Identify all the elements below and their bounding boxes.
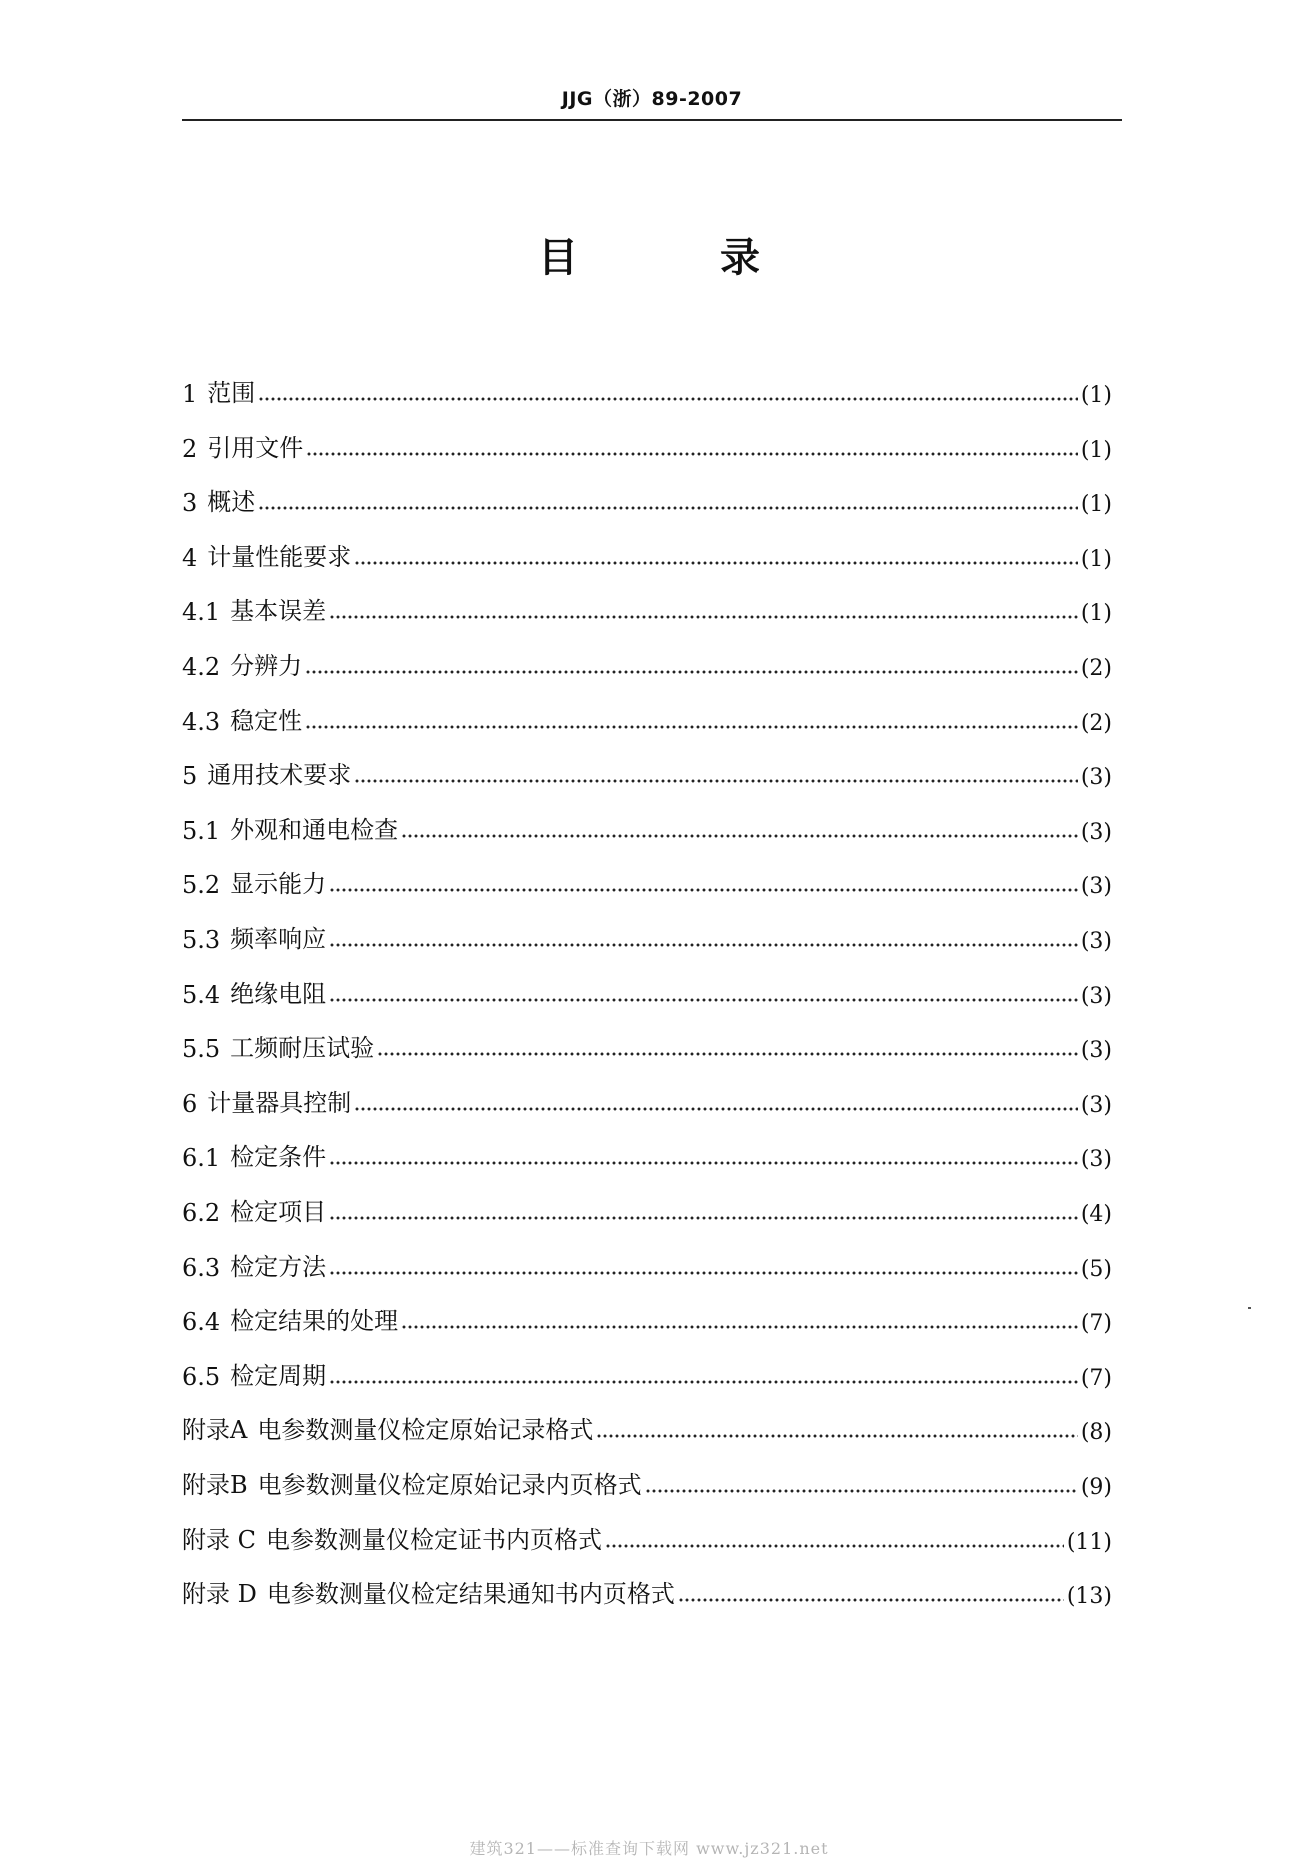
toc-entry-page: (4)	[1080, 1202, 1112, 1227]
toc-dot-leader	[329, 1271, 1078, 1275]
toc-entry[interactable]	[182, 590, 1112, 626]
toc-entry-page: (3)	[1080, 765, 1112, 791]
toc-entry-label: 通用技术要求	[207, 761, 352, 790]
toc-entry-page: (2)	[1080, 710, 1112, 736]
toc-entry-page: (3)	[1080, 983, 1112, 1009]
toc-entry[interactable]	[182, 1136, 1112, 1172]
toc-dot-leader	[329, 1161, 1078, 1165]
toc-dot-leader	[354, 779, 1078, 783]
toc-dot-leader	[329, 998, 1078, 1002]
toc-entry-page: (11)	[1066, 1529, 1112, 1555]
toc-entry-label: 检定项目	[230, 1198, 327, 1226]
toc-entry[interactable]	[182, 1464, 1112, 1500]
toc-entry-label: 计量器具控制	[207, 1088, 352, 1117]
toc-entry-number: 6.1	[182, 1144, 221, 1173]
toc-entry-label: 频率响应	[230, 925, 327, 953]
toc-entry-label: 引用文件	[207, 433, 304, 462]
toc-entry[interactable]	[182, 372, 1112, 408]
toc-entry-page: (3)	[1080, 1147, 1112, 1173]
toc-entry-label: 基本误差	[230, 597, 327, 626]
page-title: 目 录	[538, 234, 824, 281]
toc-entry[interactable]	[182, 918, 1112, 954]
toc-entry-number: 附录B	[182, 1471, 248, 1499]
toc-dot-leader	[354, 1107, 1078, 1111]
toc-entry[interactable]	[182, 1300, 1112, 1336]
toc-entry-page: (3)	[1080, 1038, 1112, 1064]
toc-entry-number: 5	[182, 762, 198, 791]
toc-entry-number: 附录 D	[182, 1580, 257, 1609]
toc-entry-label: 检定方法	[230, 1252, 327, 1281]
toc-entry[interactable]	[182, 1246, 1112, 1282]
toc-entry-page: (3)	[1080, 819, 1112, 845]
toc-entry-page: (1)	[1080, 546, 1112, 572]
toc-dot-leader	[329, 943, 1078, 947]
toc-entry-number: 3	[182, 489, 198, 518]
toc-entry[interactable]	[182, 536, 1112, 572]
toc-dot-leader	[354, 561, 1078, 565]
toc-dot-leader	[678, 1598, 1064, 1602]
toc-entry[interactable]	[182, 1519, 1112, 1555]
toc-entry-page: (3)	[1080, 929, 1112, 954]
toc-entry-label: 电参数测量仪检定结果通知书内页格式	[266, 1580, 675, 1609]
toc-dot-leader	[329, 1216, 1078, 1220]
toc-entry-page: (1)	[1080, 492, 1112, 518]
toc-entry-number: 5.1	[182, 816, 221, 845]
toc-entry-page: (3)	[1080, 874, 1112, 900]
toc-entry[interactable]	[182, 809, 1112, 845]
toc-entry-label: 电参数测量仪检定证书内页格式	[266, 1525, 602, 1554]
toc-dot-leader	[401, 1325, 1078, 1329]
toc-entry[interactable]	[182, 1191, 1112, 1227]
toc-dot-leader	[596, 1434, 1077, 1438]
toc-entry[interactable]	[182, 700, 1112, 736]
toc-entry[interactable]	[182, 973, 1112, 1009]
scan-speck	[1248, 1307, 1251, 1309]
toc-entry-label: 稳定性	[230, 706, 303, 735]
footer-watermark: 建筑321——标准查询下载网 www.jz321.net	[469, 1839, 829, 1858]
toc-entry[interactable]	[182, 1409, 1112, 1445]
toc-entry-number: 6.4	[182, 1308, 221, 1337]
toc-entry-page: (5)	[1080, 1256, 1112, 1282]
toc-entry-number: 附录 C	[182, 1525, 256, 1554]
toc-dot-leader	[305, 670, 1078, 674]
toc-entry-number: 6.5	[182, 1362, 221, 1391]
toc-dot-leader	[605, 1544, 1064, 1548]
toc-entry-number: 6	[182, 1089, 198, 1118]
toc-entry-label: 计量性能要求	[207, 542, 352, 571]
toc-entry-page: (7)	[1080, 1311, 1112, 1337]
toc-entry-number: 5.5	[182, 1035, 221, 1064]
toc-entry-number: 5.2	[182, 871, 221, 900]
toc-entry-page: (1)	[1080, 437, 1112, 463]
toc-dot-leader	[305, 725, 1078, 729]
toc-entry[interactable]	[182, 427, 1112, 463]
toc-entry-number: 6.2	[182, 1199, 221, 1227]
toc-entry[interactable]	[182, 1573, 1112, 1609]
toc-dot-leader	[258, 506, 1078, 510]
toc-entry-label: 检定条件	[230, 1143, 327, 1172]
toc-entry[interactable]	[182, 1355, 1112, 1391]
toc-entry-label: 电参数测量仪检定原始记录内页格式	[257, 1471, 642, 1499]
toc-entry-page: (3)	[1080, 1092, 1112, 1118]
toc-entry[interactable]	[182, 754, 1112, 790]
toc-entry-label: 电参数测量仪检定原始记录格式	[257, 1416, 594, 1445]
toc-entry-label: 概述	[207, 488, 256, 517]
toc-entry-number: 附录A	[182, 1416, 248, 1445]
toc-dot-leader	[329, 1380, 1078, 1384]
toc-dot-leader	[377, 1052, 1078, 1056]
toc-entry[interactable]	[182, 1027, 1112, 1063]
document-code-header: JJG（浙）89-2007	[561, 88, 743, 110]
toc-entry-page: (2)	[1080, 656, 1112, 681]
toc-entry[interactable]	[182, 481, 1112, 517]
toc-entry-label: 检定周期	[230, 1361, 327, 1390]
toc-entry[interactable]	[182, 645, 1112, 681]
toc-entry-number: 5.3	[182, 926, 221, 954]
toc-entry-number: 4.2	[182, 653, 221, 681]
toc-entry-label: 显示能力	[230, 870, 327, 899]
header-divider	[182, 119, 1122, 121]
toc-dot-leader	[401, 834, 1078, 838]
toc-entry-number: 1	[182, 380, 198, 408]
toc-entry-page: (9)	[1080, 1475, 1112, 1500]
toc-entry-label: 工频耐压试验	[230, 1034, 375, 1063]
toc-dot-leader	[306, 452, 1078, 456]
toc-entry-page: (7)	[1080, 1365, 1112, 1391]
toc-entry-number: 5.4	[182, 980, 221, 1009]
toc-entry-label: 检定结果的处理	[230, 1307, 399, 1336]
toc-entry-number: 4	[182, 543, 198, 572]
toc-entry-page: (1)	[1080, 383, 1112, 408]
toc-entry-label: 外观和通电检查	[230, 815, 399, 844]
toc-entry-page: (13)	[1066, 1584, 1112, 1610]
toc-entry-page: (8)	[1080, 1420, 1112, 1446]
toc-entry-number: 4.3	[182, 707, 221, 736]
toc-entry-label: 分辨力	[230, 652, 303, 680]
toc-entry-number: 2	[182, 434, 198, 463]
toc-entry-page: (1)	[1080, 601, 1112, 627]
toc-entry-label: 绝缘电阻	[230, 979, 327, 1008]
toc-dot-leader	[329, 888, 1078, 892]
toc-dot-leader	[645, 1489, 1078, 1493]
toc-dot-leader	[329, 615, 1078, 619]
toc-entry-label: 范围	[207, 379, 256, 407]
toc-dot-leader	[258, 397, 1078, 401]
toc-entry[interactable]	[182, 863, 1112, 899]
toc-entry-number: 4.1	[182, 598, 221, 627]
toc-entry-number: 6.3	[182, 1253, 221, 1282]
toc-entry[interactable]	[182, 1082, 1112, 1118]
